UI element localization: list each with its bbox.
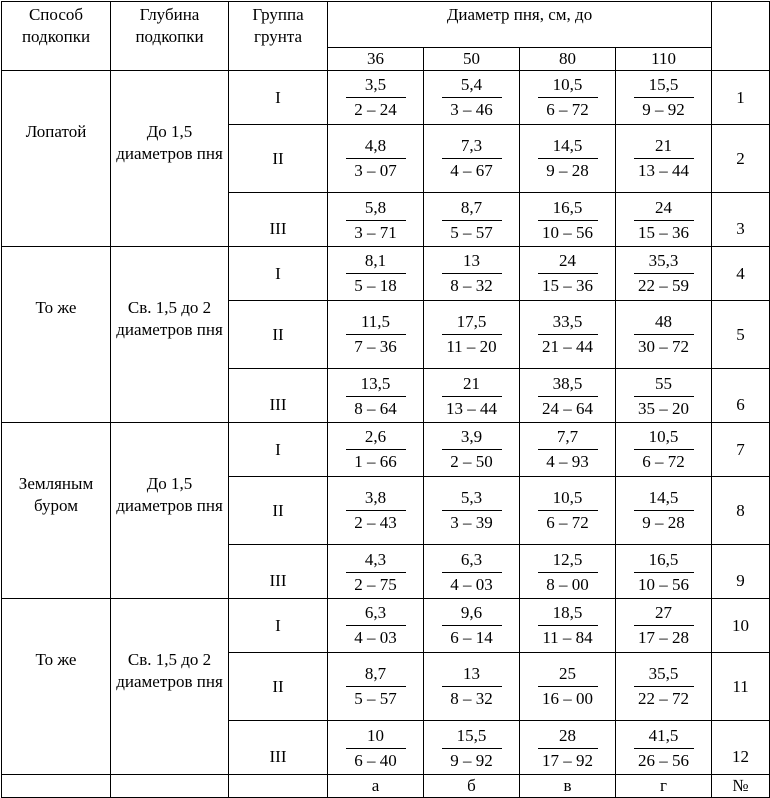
rate-fraction [442,250,502,297]
time-norm: 8,1 [364,251,387,270]
time-norm: 11,5 [360,312,391,331]
row-number: 8 [712,477,770,545]
rate-fraction [538,311,598,358]
price: 15 – 36 [538,273,598,297]
price: 13 – 44 [442,396,502,420]
footer-row [2,775,770,798]
time-norm: 5,3 [460,488,483,507]
rate-fraction [346,373,406,420]
rate-cell [424,423,520,477]
price: 17 – 28 [634,625,694,649]
rate-fraction [538,725,598,772]
rate-fraction [634,602,694,649]
rate-fraction [346,250,406,297]
price: 5 – 57 [346,686,406,710]
time-norm: 13,5 [360,374,391,393]
time-norm: 21 [463,374,480,393]
rate-fraction [634,311,694,358]
header-diameter-36: 36 [328,48,424,71]
rate-fraction [346,426,406,473]
price: 1 – 66 [346,449,406,473]
row-number: 5 [712,301,770,369]
rate-cell [520,423,616,477]
header-depth: Глубина подкопки [111,2,229,71]
soil-group-cell: II [229,477,328,545]
rate-cell [328,599,424,653]
header-row [2,2,770,48]
time-norm: 15,5 [648,75,679,94]
header-diameter-110: 110 [616,48,712,71]
rate-cell [520,247,616,301]
time-norm: 10,5 [552,488,583,507]
time-norm: 7,3 [460,136,483,155]
soil-group-cell: II [229,653,328,721]
time-norm: 13 [463,664,480,683]
rate-cell [520,721,616,775]
rate-cell [424,369,520,423]
rate-cell [328,301,424,369]
price: 3 – 46 [442,97,502,121]
soil-group-cell: II [229,125,328,193]
price: 30 – 72 [634,334,694,358]
rate-cell [424,71,520,125]
rate-cell [424,477,520,545]
rate-cell [616,653,712,721]
rate-fraction [346,74,406,121]
header-number-blank [712,2,770,71]
soil-group-cell: III [229,721,328,775]
rate-fraction [538,197,598,244]
rate-fraction [346,487,406,534]
table-row [2,247,770,301]
time-norm: 35,5 [648,664,679,683]
rate-cell [520,545,616,599]
time-norm: 10,5 [648,427,679,446]
rate-cell [328,423,424,477]
rate-fraction [634,663,694,710]
rate-fraction [538,250,598,297]
price: 22 – 59 [634,273,694,297]
time-norm: 27 [655,603,673,622]
soil-group-cell: I [229,599,328,653]
time-norm: 2,6 [364,427,387,446]
price: 22 – 72 [634,686,694,710]
price: 26 – 56 [634,748,694,772]
time-norm: 35,3 [648,251,679,270]
rate-cell [520,71,616,125]
rate-cell [328,653,424,721]
depth-cell: До 1,5 диаметров пня [111,423,229,599]
time-norm: 10,5 [552,75,583,94]
rate-fraction [538,135,598,182]
price: 10 – 56 [634,572,694,596]
price: 10 – 56 [538,220,598,244]
time-norm: 48 [655,312,673,331]
method-cell: То же [2,247,111,423]
price: 9 – 28 [538,158,598,182]
time-norm: 21 [655,136,673,155]
time-norm: 28 [559,726,576,745]
rate-cell [328,71,424,125]
rate-cell [328,545,424,599]
time-norm: 6,3 [460,550,483,569]
column-letter: б [424,775,520,798]
price: 5 – 18 [346,273,406,297]
rate-fraction [538,74,598,121]
time-norm: 4,8 [364,136,387,155]
time-norm: 3,8 [364,488,387,507]
rate-fraction [346,725,406,772]
rate-fraction [346,197,406,244]
rate-fraction [442,426,502,473]
table-row [2,599,770,653]
rate-cell [328,125,424,193]
table-row [2,71,770,125]
rate-fraction [346,135,406,182]
price: 2 – 24 [346,97,406,121]
price: 7 – 36 [346,334,406,358]
rate-fraction [538,549,598,596]
time-norm: 24 [559,251,576,270]
soil-group-cell: III [229,545,328,599]
time-norm: 16,5 [648,550,679,569]
depth-cell: Св. 1,5 до 2 диаметров пня [111,599,229,775]
row-number: 11 [712,653,770,721]
price: 35 – 20 [634,396,694,420]
rate-cell [616,301,712,369]
time-norm: 14,5 [648,488,679,507]
price: 6 – 72 [538,97,598,121]
rate-fraction [442,602,502,649]
row-number: 3 [712,193,770,247]
time-norm: 55 [655,374,673,393]
method-cell: Лопатой [2,71,111,247]
rate-fraction [538,373,598,420]
time-norm: 4,3 [364,550,387,569]
price: 3 – 07 [346,158,406,182]
price: 8 – 32 [442,273,502,297]
price: 2 – 50 [442,449,502,473]
time-norm: 13 [463,251,480,270]
header-soil-group: Группа грунта [229,2,328,71]
price: 8 – 00 [538,572,598,596]
time-norm: 8,7 [460,198,483,217]
price: 21 – 44 [538,334,598,358]
price: 6 – 72 [538,510,598,534]
time-norm: 7,7 [556,427,579,446]
rate-cell [424,721,520,775]
rate-cell [616,193,712,247]
column-letter: а [328,775,424,798]
rate-cell [328,721,424,775]
time-norm: 5,4 [460,75,483,94]
time-norm: 38,5 [552,374,583,393]
rate-cell [616,71,712,125]
price: 3 – 71 [346,220,406,244]
time-norm: 3,9 [460,427,483,446]
method-cell: Земляным буром [2,423,111,599]
soil-group-cell: I [229,247,328,301]
rate-cell [616,477,712,545]
rate-cell [520,301,616,369]
rate-fraction [538,487,598,534]
row-number: 12 [712,721,770,775]
time-norm: 6,3 [364,603,387,622]
price: 11 – 84 [538,625,598,649]
rate-cell [424,193,520,247]
rate-fraction [346,311,406,358]
table-body [2,2,770,798]
price: 6 – 14 [442,625,502,649]
rate-cell [424,301,520,369]
price: 3 – 39 [442,510,502,534]
rate-fraction [634,135,694,182]
column-letter: в [520,775,616,798]
rate-cell [328,247,424,301]
rate-cell [616,599,712,653]
price: 2 – 43 [346,510,406,534]
time-norm: 16,5 [552,198,583,217]
rate-fraction [634,197,694,244]
row-number: 9 [712,545,770,599]
header-diameter: Диаметр пня, см, до [328,2,712,48]
rate-fraction [442,197,502,244]
price: 9 – 92 [442,748,502,772]
rate-cell [616,545,712,599]
depth-cell: Св. 1,5 до 2 диаметров пня [111,247,229,423]
rate-cell [424,247,520,301]
rate-cell [520,369,616,423]
price: 17 – 92 [538,748,598,772]
rate-cell [424,545,520,599]
rate-cell [424,653,520,721]
rate-cell [520,653,616,721]
table-row [2,423,770,477]
header-diameter-50: 50 [424,48,520,71]
price: 24 – 64 [538,396,598,420]
rate-fraction [442,663,502,710]
depth-cell: До 1,5 диаметров пня [111,71,229,247]
rate-fraction [442,487,502,534]
row-number: 6 [712,369,770,423]
rate-fraction [634,74,694,121]
rate-cell [328,477,424,545]
time-norm: 5,8 [364,198,387,217]
rate-fraction [442,74,502,121]
rate-fraction [538,663,598,710]
soil-group-cell: I [229,71,328,125]
rate-fraction [442,725,502,772]
price: 6 – 40 [346,748,406,772]
time-norm: 10 [367,726,384,745]
rate-cell [328,369,424,423]
price: 5 – 57 [442,220,502,244]
time-norm: 41,5 [648,726,679,745]
row-number: 1 [712,71,770,125]
price: 9 – 92 [634,97,694,121]
column-letter: г [616,775,712,798]
price: 13 – 44 [634,158,694,182]
price: 4 – 93 [538,449,598,473]
rate-fraction [538,602,598,649]
time-norm: 15,5 [456,726,487,745]
price: 8 – 64 [346,396,406,420]
footer-blank [2,775,111,798]
rate-cell [424,599,520,653]
rate-cell [424,125,520,193]
price: 8 – 32 [442,686,502,710]
rate-fraction [634,426,694,473]
price: 15 – 36 [634,220,694,244]
soil-group-cell: III [229,193,328,247]
price: 6 – 72 [634,449,694,473]
rate-cell [328,193,424,247]
rates-table [1,1,770,798]
row-number: 7 [712,423,770,477]
time-norm: 18,5 [552,603,583,622]
price: 16 – 00 [538,686,598,710]
footer-blank [111,775,229,798]
rate-cell [520,477,616,545]
row-number: 2 [712,125,770,193]
price: 9 – 28 [634,510,694,534]
rate-fraction [634,725,694,772]
footer-blank [229,775,328,798]
rate-fraction [442,549,502,596]
time-norm: 8,7 [364,664,387,683]
method-cell: То же [2,599,111,775]
price: 2 – 75 [346,572,406,596]
time-norm: 17,5 [456,312,487,331]
rate-cell [616,423,712,477]
rate-cell [520,599,616,653]
price: 4 – 67 [442,158,502,182]
rate-fraction [442,135,502,182]
row-number: 10 [712,599,770,653]
soil-group-cell: III [229,369,328,423]
number-sign: № [712,775,770,798]
rate-cell [520,125,616,193]
rate-fraction [634,373,694,420]
rate-cell [520,193,616,247]
time-norm: 12,5 [552,550,583,569]
header-diameter-80: 80 [520,48,616,71]
rate-fraction [442,373,502,420]
time-norm: 33,5 [552,312,583,331]
row-number: 4 [712,247,770,301]
header-method: Способ подкопки [2,2,111,71]
rate-fraction [634,549,694,596]
rate-cell [616,721,712,775]
rate-fraction [346,602,406,649]
price: 11 – 20 [442,334,502,358]
rate-cell [616,125,712,193]
time-norm: 14,5 [552,136,583,155]
soil-group-cell: II [229,301,328,369]
price: 4 – 03 [346,625,406,649]
rate-fraction [346,663,406,710]
time-norm: 25 [559,664,576,683]
soil-group-cell: I [229,423,328,477]
time-norm: 3,5 [364,75,387,94]
rate-cell [616,247,712,301]
time-norm: 24 [655,198,673,217]
rate-cell [616,369,712,423]
rate-fraction [634,487,694,534]
rate-fraction [442,311,502,358]
rate-fraction [346,549,406,596]
rate-fraction [538,426,598,473]
rate-fraction [634,250,694,297]
price: 4 – 03 [442,572,502,596]
time-norm: 9,6 [460,603,483,622]
